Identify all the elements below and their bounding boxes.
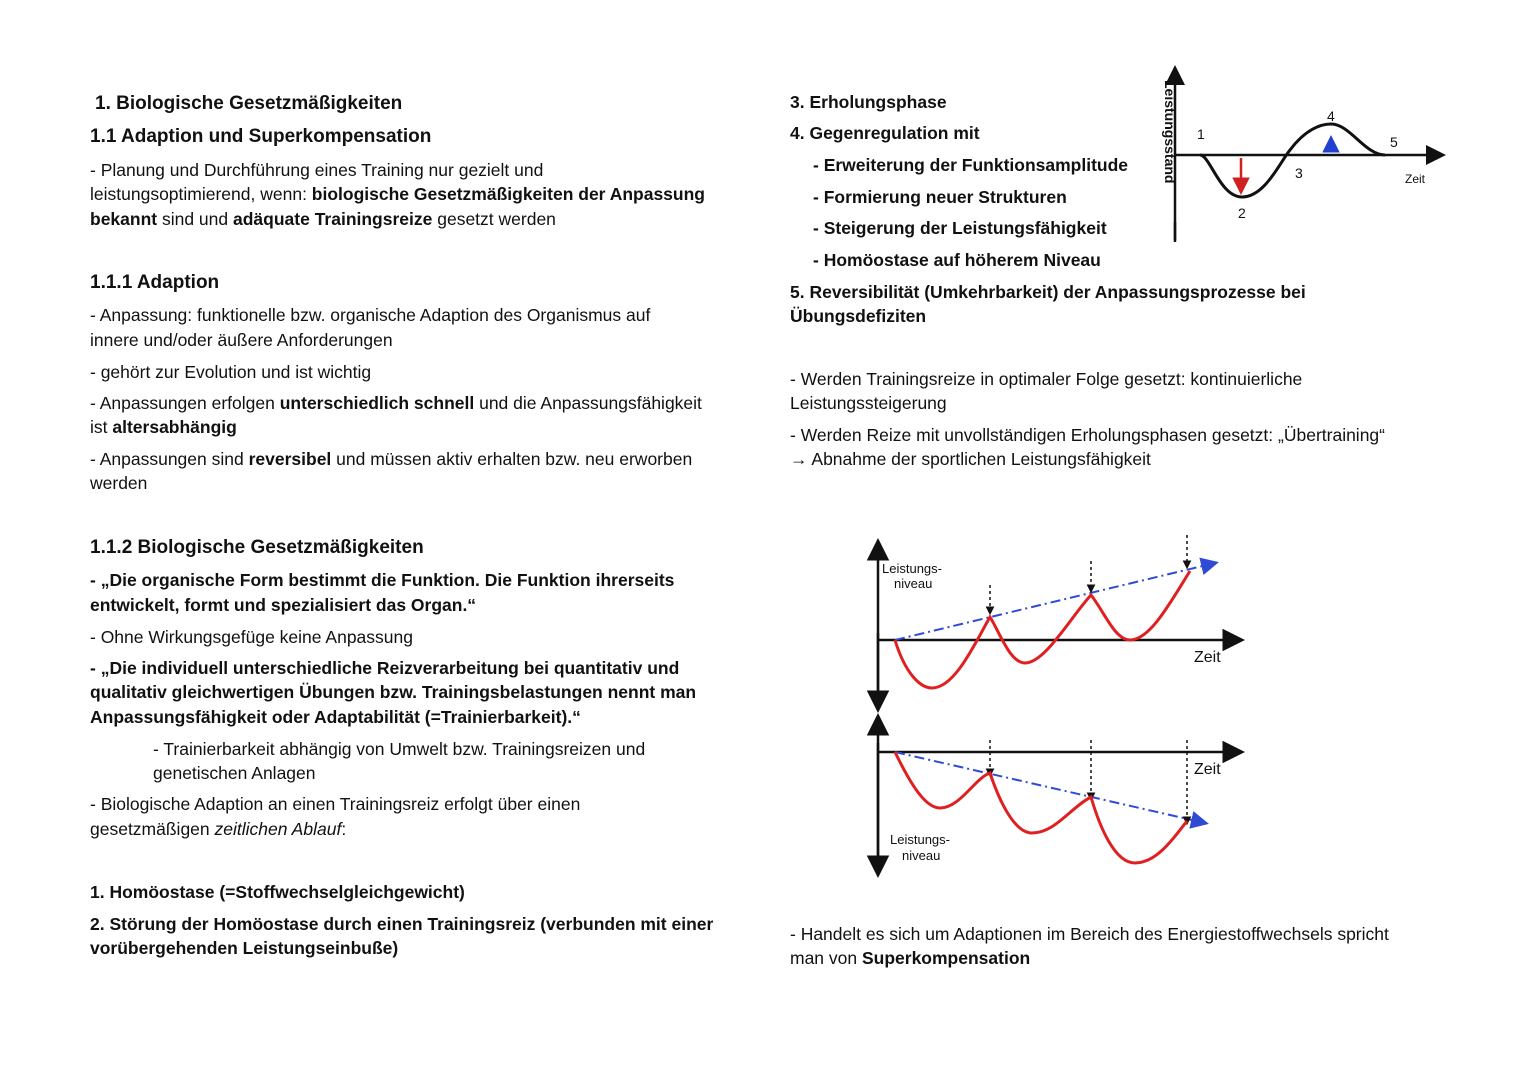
subsection-heading: 1.1.2 Biologische Gesetzmäßigkeiten [90,537,424,558]
paragraph-line: - Werden Reize mit unvollständigen Erholungsphasen gesetzt: „Übertraining“ [790,425,1385,445]
section-heading: 1. Biologische Gesetzmäßigkeiten [95,93,403,114]
paragraph-line: - Werden Trainingsreize in optimaler Folge gesetzt: kontinuierliche [790,369,1303,389]
y-axis-label: niveau [902,848,941,863]
y-axis-label: Leistungs- [890,832,950,847]
numbered-item: Übungsdefiziten [790,306,927,326]
quote-line: - „Die organische Form bestimmt die Funktion. Die Funktion ihrerseits [90,570,675,590]
paragraph-line: - Ohne Wirkungsgefüge keine Anpassung [90,627,413,647]
phase-label: 1 [1197,126,1205,142]
phase-label: 3 [1295,165,1303,181]
numbered-item: 1. Homöostase (=Stoffwechselgleichgewicht) [90,882,465,902]
subsection-heading: 1.1 Adaption und Superkompensation [90,126,432,147]
trend-line [895,752,1205,823]
x-axis-label: Zeit [1194,649,1221,666]
paragraph-line: man von Superkompensation [790,948,1031,968]
numbered-item: 4. Gegenregulation mit [790,123,980,143]
paragraph-line: - Handelt es sich um Adaptionen im Bereich des Energiestoffwechsels spricht [790,924,1389,944]
y-axis-label: niveau [894,576,933,591]
phase-label: 4 [1327,108,1335,124]
phase-label: 2 [1238,205,1246,221]
sub-item: - Homöostase auf höherem Niveau [813,250,1101,270]
quote-line: - „Die individuell unterschiedliche Reizverarbeitung bei quantitativ und [90,658,680,678]
numbered-item: vorübergehenden Leistungseinbuße) [90,938,399,958]
trend-line [895,563,1215,640]
x-axis-label: Zeit [1405,172,1426,186]
indented-line: genetischen Anlagen [153,763,316,783]
quote-line: qualitativ gleichwertigen Übungen bzw. Trainingsbelastungen nennt man [90,682,697,702]
phase-label: 5 [1390,134,1398,150]
paragraph-line: werden [90,473,148,493]
numbered-item: 5. Reversibilität (Umkehrbarkeit) der Anpassungsprozesse bei [790,282,1306,302]
paragraph-line: - Planung und Durchführung eines Training nur gezielt und [90,160,544,180]
paragraph-line: innere und/oder äußere Anforderungen [90,330,393,350]
sub-item: - Steigerung der Leistungsfähigkeit [813,218,1107,238]
paragraph-line: - Biologische Adaption an einen Trainingsreiz erfolgt über einen [90,794,581,814]
sub-item: - Erweiterung der Funktionsamplitude [813,155,1129,175]
paragraph-line: ist altersabhängig [90,417,237,437]
paragraph-line: bekannt sind und adäquate Trainingsreize gesetzt werden [90,209,556,229]
y-axis-label: Leistungs- [882,561,942,576]
x-axis-label: Zeit [1194,761,1221,778]
y-axis-label: Leistungsstand [1162,80,1178,184]
numbered-item: 3. Erholungsphase [790,92,947,112]
quote-line: entwickelt, formt und spezialisiert das Organ.“ [90,595,477,615]
paragraph-line: - Anpassung: funktionelle bzw. organische Adaption des Organismus auf [90,305,651,325]
training-sequence-diagram [860,533,1255,878]
paragraph-line: - Anpassungen erfolgen unterschiedlich schnell und die Anpassungsfähigkeit [90,393,702,413]
subsection-heading: 1.1.1 Adaption [90,272,220,293]
numbered-item: 2. Störung der Homöostase durch einen Trainingsreiz (verbunden mit einer [90,914,714,934]
paragraph-line: - gehört zur Evolution und ist wichtig [90,362,372,382]
sub-item: - Formierung neuer Strukturen [813,187,1067,207]
superkompensation-diagram [1145,62,1455,247]
paragraph-line: gesetzmäßigen zeitlichen Ablauf: [90,819,347,839]
paragraph-line: Leistungssteigerung [790,393,947,413]
paragraph-line: leistungsoptimierend, wenn: biologische Gesetzmäßigkeiten der Anpassung [90,184,705,204]
adaptation-curve [1200,124,1385,197]
paragraph-line: - Anpassungen sind reversibel und müssen aktiv erhalten bzw. neu erworben [90,449,693,469]
indented-line: - Trainierbarkeit abhängig von Umwelt bzw. Trainingsreizen und [153,739,646,759]
quote-line: Anpassungsfähigkeit oder Adaptabilität (=Trainierbarkeit).“ [90,707,581,727]
paragraph-line: → Abnahme der sportlichen Leistungsfähigkeit [790,449,1151,469]
